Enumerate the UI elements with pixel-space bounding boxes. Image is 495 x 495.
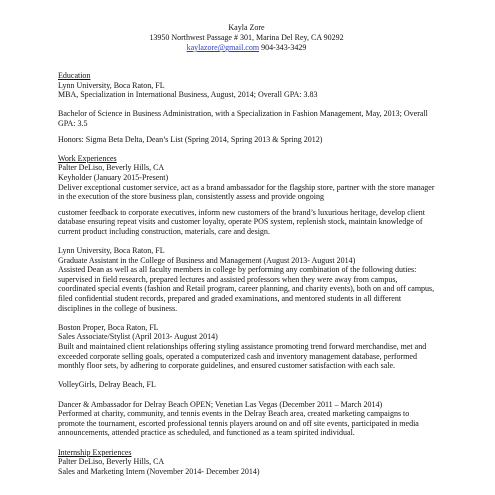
job-description: Assisted Dean as well as all faculty members in college by performing any combination of the following duties: supervised in field research, prepared lectures and assisted professors when they were away from campus, coordinated special events (fashion and Retail program, career planning, and charity events), both on and off campus, filed confidential student records, prepared and graded examinations, and mentored students in all different disciplines in the college of business.	[58, 265, 435, 313]
job-role: Dancer & Ambassador for Delray Beach OPEN; Venetian Las Vegas (December 2011 – March 2014)	[58, 399, 383, 409]
candidate-name: Kayla Zore	[228, 23, 265, 32]
internship-role: Sales and Marketing Intern (November 2014- December 2014)	[58, 466, 260, 476]
job-description: Built and maintained client relationships offering styling assistance promoting trend forward merchandise, met and exceeded corporate selling goals, operated a computerized cash and inventory management database, performed monthly floor sets, by adhering to corporate guidelines, and ensured customer satisfaction with each sale.	[58, 342, 427, 371]
job-description: Deliver exceptional customer service, act as a brand ambassador for the flagship store, partner with the store manager in the execution of the store business plan, consistently assess and provide ongoing	[58, 182, 435, 202]
work-heading: Work Experiences	[58, 153, 117, 163]
email-link[interactable]: kaylazore@gmail.com	[186, 43, 260, 52]
job-org: Lynn University, Boca Raton, FL	[58, 246, 165, 256]
contact-line	[58, 43, 435, 53]
job-org: Boston Proper, Boca Raton, FL	[58, 322, 159, 332]
job-role: Keyholder (January 2015-Present)	[58, 172, 169, 182]
internship-org: Palter DeLiso, Beverly Hills, CA	[58, 457, 165, 467]
phone-number: 904-343-3429	[261, 43, 307, 52]
education-school: Lynn University, Boca Raton, FL	[58, 80, 165, 90]
education-honors: Honors: Sigma Beta Delta, Dean’s List (Spring 2014, Spring 2013 & Spring 2012)	[58, 134, 323, 144]
internship-heading: Internship Experiences	[58, 447, 132, 457]
job-org: VolleyGirls, Delray Beach, FL	[58, 380, 156, 390]
resume-header	[58, 0, 435, 53]
education-bachelor: Bachelor of Science in Business Administration, with a Specialization in Fashion Management, May, 2013; Overall GPA: 3.5	[58, 109, 428, 128]
job-role: Sales Associate/Stylist (April 2013- August 2014)	[58, 332, 218, 342]
job-description-continued: customer feedback to corporate executives, inform new customers of the brand’s luxurious heritage, develop client database ensuring repeat visits and customer loyalty, operate POS system, replenish stock, maintain knowledge of current product including construction, materials, care and design.	[58, 207, 425, 236]
education-mba: MBA, Specialization in International Business, August, 2014; Overall GPA: 3.83	[58, 90, 318, 100]
job-description: Performed at charity, community, and tennis events in the Delray Beach area, created marketing campaigns to promote the tournament, escorted professional tennis players around on and off site events, participated in media announcements, attended practice as scheduled, and functioned as a team spirited individual.	[58, 409, 419, 438]
candidate-address: 13950 Northwest Passage # 301, Marina Del Rey, CA 90292	[149, 33, 344, 42]
job-role: Graduate Assistant in the College of Business and Management (August 2013- August 2014)	[58, 255, 356, 265]
resume-body	[58, 71, 435, 476]
education-heading: Education	[58, 71, 91, 80]
job-org: Palter DeLiso, Beverly Hills, CA	[58, 163, 165, 173]
